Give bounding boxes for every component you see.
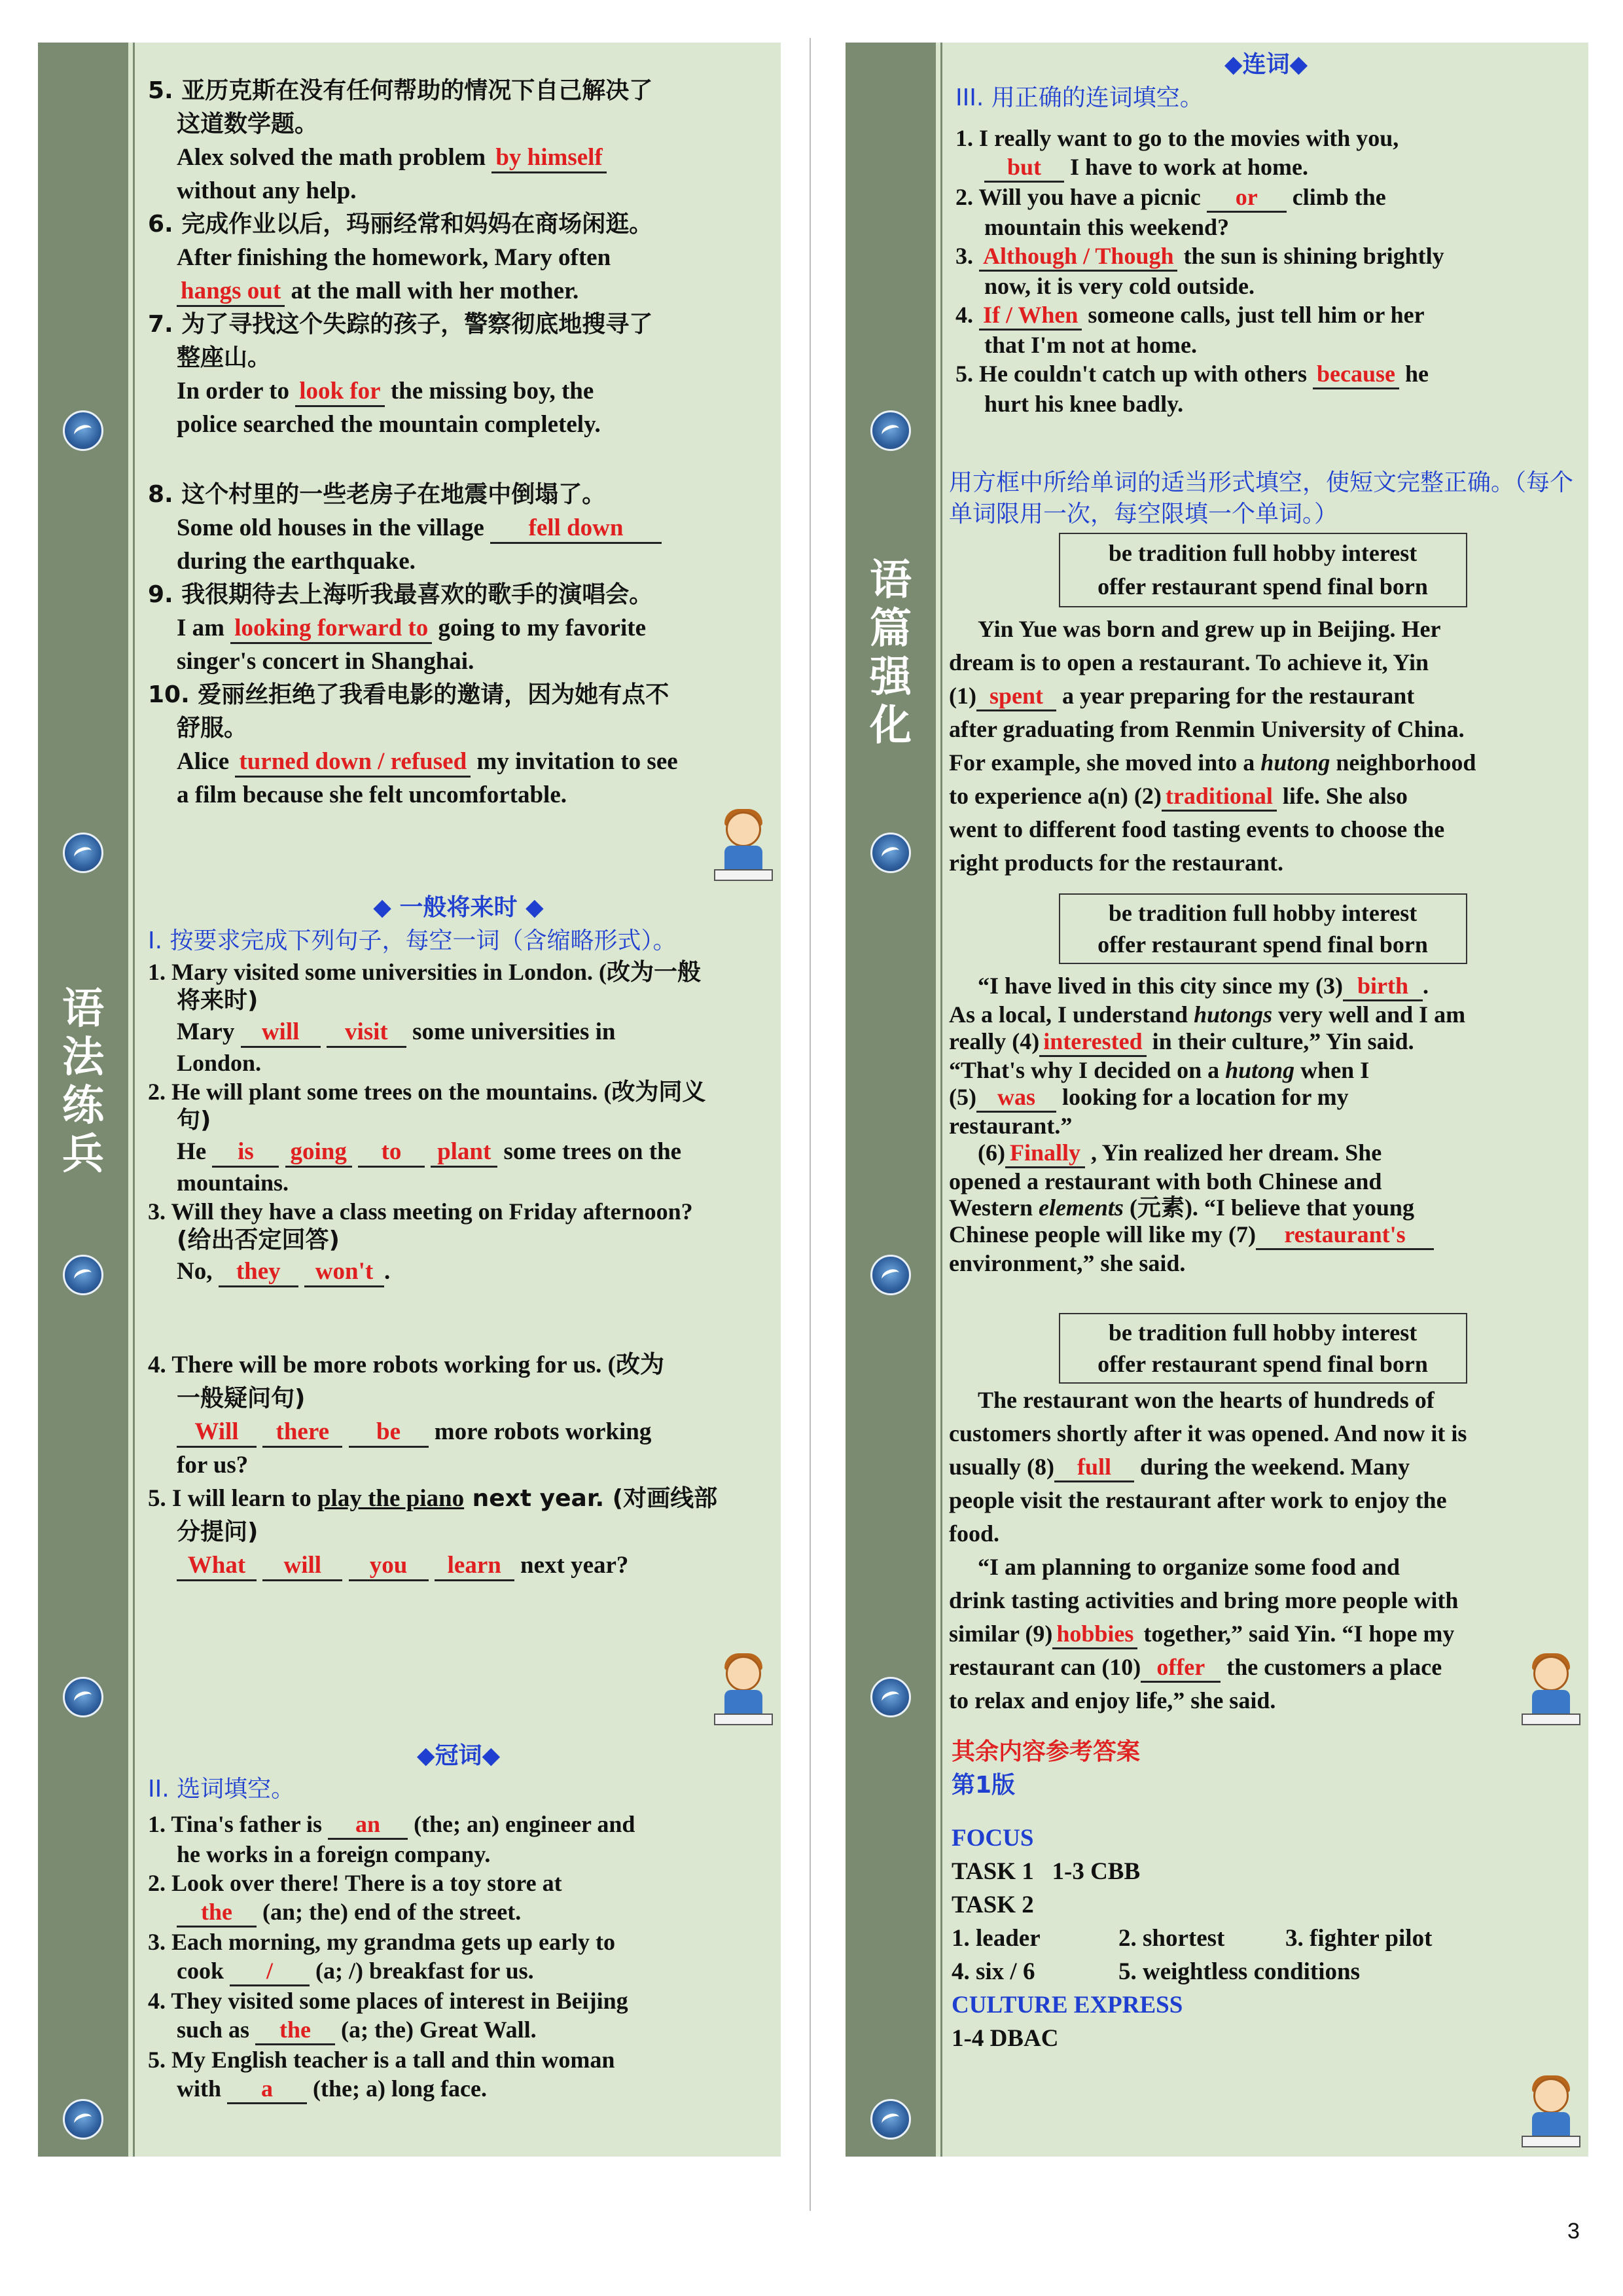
answer-blank: learn bbox=[435, 1552, 514, 1581]
side-strip bbox=[38, 1731, 128, 2157]
school-logo-icon bbox=[63, 1255, 103, 1295]
side-strip bbox=[846, 1731, 936, 2157]
school-logo-icon bbox=[63, 410, 103, 451]
column-divider bbox=[810, 38, 811, 2211]
word-box: be tradition full hobby interest offer restaurant spend final born bbox=[1059, 1313, 1467, 1384]
answer-blank: an bbox=[328, 1810, 408, 1840]
answer-blank: look for bbox=[295, 378, 384, 407]
answer-blank: will bbox=[262, 1552, 342, 1581]
side-strip bbox=[38, 43, 128, 468]
slide-future-tense-4-5 bbox=[38, 1309, 781, 1734]
answer-blank: was bbox=[976, 1083, 1056, 1113]
answer-blank: to bbox=[358, 1138, 425, 1168]
slide-content: be tradition full hobby interest offer restaurant spend final born The restaurant won the hearts of hundreds of customers shortly after it was opened. And now it is usually (8) full during the weekend. Many people visit the restaurant after work to enjoy the food. “I am planning to organize some food and drink tasting activities and bring more people with similar (9) hobbies together,” said Yin. “I hope my restaurant can (10) offer the customers a place to relax and enjoy life,” she said. bbox=[949, 1313, 1577, 1717]
answer-blank: offer bbox=[1141, 1653, 1221, 1683]
answer-blank: Finally bbox=[1005, 1139, 1085, 1168]
answer-blank: be bbox=[349, 1418, 429, 1448]
answer-blank: What bbox=[177, 1552, 257, 1581]
student-reading-icon bbox=[711, 1651, 774, 1729]
school-logo-icon bbox=[870, 2099, 911, 2140]
answer-blank: / bbox=[230, 1957, 310, 1986]
answer-blank: fell down bbox=[490, 514, 662, 544]
answer-blank: the bbox=[177, 1898, 257, 1928]
slide-translation-8-10 bbox=[38, 465, 781, 890]
answer-blank: looking forward to bbox=[230, 615, 432, 644]
answer-blank: by himself bbox=[491, 144, 606, 173]
answer-blank: is bbox=[212, 1138, 279, 1168]
slide-conjunctions bbox=[846, 43, 1588, 468]
answer-blank: hangs out bbox=[177, 278, 285, 307]
school-logo-icon bbox=[870, 410, 911, 451]
slide-passage-part2 bbox=[846, 887, 1588, 1312]
word-box: be tradition full hobby interest offer restaurant spend final born bbox=[1059, 893, 1467, 964]
side-strip bbox=[846, 887, 936, 1312]
answer-blank: a bbox=[227, 2075, 307, 2104]
answer-blank: plant bbox=[431, 1138, 497, 1168]
slide-translation-5-7 bbox=[38, 43, 781, 468]
answer-blank: spent bbox=[976, 682, 1056, 711]
slide-passage-part3 bbox=[846, 1309, 1588, 1734]
page-number: 3 bbox=[1567, 2219, 1580, 2244]
slide-content: 5. 亚历克斯在没有任何帮助的情况下自己解决了 这道数学题。 Alex solved the math problem by himself without any help. 6. 完成作业以后，玛丽经常和妈妈在商场闲逛。 After finishing the homework, Mary often hangs out at the mall with her mother. 7. 为了寻找这个失踪的孩子，警察彻底地搜寻了 整座山。 In order to look for the missing boy, the police searched the mountain completely. bbox=[148, 77, 653, 438]
slide-future-tense-1-3 bbox=[38, 887, 781, 1312]
answer-blank: Although / Though bbox=[979, 242, 1177, 272]
answer-blank: full bbox=[1054, 1453, 1134, 1482]
answer-blank: hobbies bbox=[1052, 1620, 1137, 1649]
answer-blank: you bbox=[349, 1552, 429, 1581]
slide-content: ◆ 一般将来时 ◆ Ⅰ. 按要求完成下列句子，每空一词（含缩略形式）。 1. Mary visited some universities in London. (改为一般 将来时) Mary will visit some universities in London. 2. He will plant some trees on the mountains. (改为同义 句) He is going to plant some trees on the mountains. 3. Will they have a class meeting on Friday afternoon? (给出否定回答) No, they won't . bbox=[148, 891, 769, 1288]
slide-content: 用方框中所给单词的适当形式填空，使短文完整正确。（每个单词限用一次，每空限填一个单词。） be tradition full hobby interest offer restaurant spend final born Yin Yue was born and grew up in Beijing. Her dream is to open a restaurant. To achieve it, Yin (1) spent a year preparing for the restaurant after graduating from Renmin University of China. For example, she moved into a hutong neighborhood to experience a(n) (2) traditional life. She also went to different food tasting events to choose the right products for the restaurant. bbox=[949, 469, 1574, 876]
answer-blank: Will bbox=[177, 1418, 257, 1448]
answer-blank: If / When bbox=[979, 301, 1082, 331]
slide-articles bbox=[38, 1731, 781, 2157]
answer-blank: but bbox=[984, 153, 1064, 183]
answer-blank: won't bbox=[304, 1258, 384, 1287]
answer-blank: or bbox=[1207, 183, 1287, 213]
answer-blank: going bbox=[285, 1138, 352, 1168]
answer-blank: traditional bbox=[1162, 782, 1277, 812]
answer-blank: the bbox=[255, 2016, 335, 2045]
school-logo-icon bbox=[63, 1677, 103, 1717]
side-strip bbox=[846, 43, 936, 468]
slide-other-answers bbox=[846, 1731, 1588, 2157]
side-strip bbox=[846, 1309, 936, 1734]
slide-content: ◆冠词◆ II. 选词填空。 1. Tina's father is an (the; an) engineer and he works in a foreign company. 2. Look over there! There is a toy store at the (an; the) end of the street. 3. Each morning, my grandma gets up early to cook / (a; /) breakfast for us. 4. They visited some places of interest in Beijing such as the (a; the) Great Wall. 5. My English teacher is a tall and thin woman with a (the; a) long face. bbox=[148, 1739, 769, 2104]
answer-blank: birth bbox=[1343, 972, 1423, 1001]
student-reading-icon bbox=[1519, 2073, 1582, 2151]
school-logo-icon bbox=[63, 2099, 103, 2140]
section-title-vertical: 语篇强化 bbox=[870, 556, 912, 750]
school-logo-icon bbox=[870, 833, 911, 873]
slide-content: 4. There will be more robots working for us. (改为 一般疑问句) Will there be more robots working for us? 5. I will learn to play the piano next year. (对画线部 分提问) What will you learn next year? bbox=[148, 1348, 769, 1582]
slide-passage-part1 bbox=[846, 465, 1588, 890]
answer-blank: interested bbox=[1039, 1028, 1146, 1057]
answer-blank: visit bbox=[327, 1018, 406, 1048]
answer-blank: they bbox=[219, 1258, 298, 1287]
side-strip bbox=[38, 1309, 128, 1734]
answer-blank: turned down / refused bbox=[235, 748, 471, 778]
answer-blank: will bbox=[241, 1018, 321, 1048]
school-logo-icon bbox=[870, 1255, 911, 1295]
answer-blank: there bbox=[262, 1418, 342, 1448]
answer-blank: restaurant's bbox=[1256, 1221, 1434, 1250]
student-reading-icon bbox=[711, 806, 774, 885]
school-logo-icon bbox=[63, 833, 103, 873]
side-strip bbox=[38, 465, 128, 890]
answer-blank: because bbox=[1313, 360, 1399, 389]
school-logo-icon bbox=[870, 1677, 911, 1717]
slide-content: 其余内容参考答案 第1版 FOCUS TASK 1 1-3 CBB TASK 2 1. leader 2. shortest 3. fighter pilot 4. six / 6 5. weightless conditions CULTURE EXPRESS 1-4 DBAC bbox=[952, 1738, 1433, 2052]
slide-content: ◆连词◆ III. 用正确的连词填空。 1. I really want to go to the movies with you, but I have to work at home. 2. Will you have a picnic or climb the mountain this weekend? 3. Although / Though the sun is shining brightly now, it is very cold outside. 4. If / When someone calls, just tell him or her that I'm not at home. 5. He couldn't catch up with others because he hurt his knee badly. bbox=[955, 51, 1444, 417]
slide-content: be tradition full hobby interest offer restaurant spend final born “I have lived in this city since my (3) birth . As a local, I understand hutongs very well and I am really (4) interested in their culture,” Yin said. “That's why I decided on a hutong when I (5) was looking for a location for my restaurant.” (6) Finally , Yin realized her dream. She opened a restaurant with both Chinese and Western elements (元素). “I believe that young Chinese people will like my (7) restaurant's environment,” she said. bbox=[949, 893, 1577, 1276]
slide-content: 8. 这个村里的一些老房子在地震中倒塌了。 Some old houses in the village fell down during the earthquake. 9. 我很期待去上海听我最喜欢的歌手的演唱会。 I am looking forward to going to my favorite singer's concert in Shanghai. 10. 爱丽丝拒绝了我看电影的邀请，因为她有点不 舒服。 Alice turned down / refused my invitation to see a film because she felt uncomfortable. bbox=[148, 481, 678, 808]
section-title-vertical: 语法练兵 bbox=[62, 985, 104, 1179]
word-box: be tradition full hobby interest offer restaurant spend final born bbox=[1059, 533, 1467, 607]
